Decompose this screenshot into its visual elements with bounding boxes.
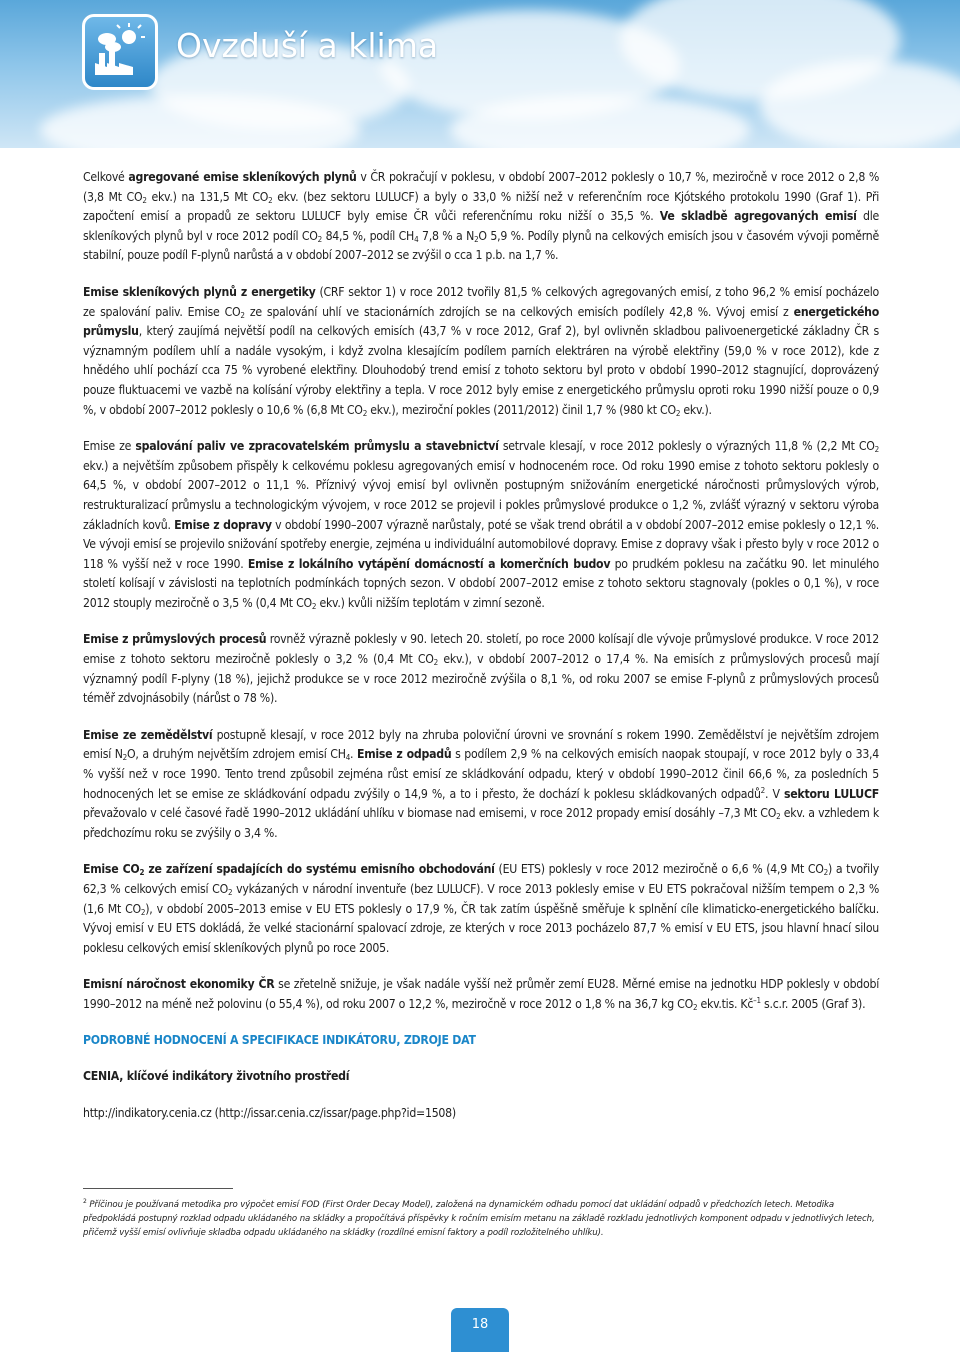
header-banner	[0, 0, 960, 148]
sources-url-link[interactable]: http://indikatory.cenia.cz (http://issar.cenia.cz/issar/page.php?id=1508)	[83, 1105, 456, 1120]
paragraph-energy: Emise skleníkových plynů z energetiky (CRF sektor 1) v roce 2012 tvořily 81,5 % celkových agregovaných emisí, z toho 96,2 % emisí pocházelo ze spalování paliv. Emise $CO_2$ ze spalování uhlí ve stacionárních zdrojích se na celkových emisích podílely 42,8 %. Vývoj emisí z energetického průmyslu, který zaujímá největší podíl na celkových emisích (43,7 % v roce 2012, Graf 2), byl ovlivněn skladbou palivoenergetické základny ČR s významným podílem uhlí a nadále vysokým, i když zvolna klesajícím podílem parních elektráren na výrobě elektřiny (59,0 % v roce 2012), kde z hnědého uhlí pochází cca 75 % vyrobené elektřiny. Dlouhodobý trend emisí z tohoto sektoru byl proto v období 1990–2012 stagnující, doprovázený pouze fluktuacemi ve vazbě na kolísání výroby elektřiny a tepla. V roce 2012 byly emise z energetického průmyslu oproti roku 1990 nižší pouze o 0,9 %, v období 2007–2012 poklesly o 10,6 % (6,8 Mt $CO_2$ ekv.), meziroční pokles (2011/2012) činil 1,7 % (980 kt $CO_2$ ekv.).	[83, 284, 880, 418]
paragraph-eu-ets: Emise $CO_2$ ze zařízení spadajících do systému emisního obchodování (EU ETS) poklesly v roce 2012 meziročně o 6,6 % (4,9 Mt $CO_2$) a tvořily 62,3 % celkových emisí $CO_2$ vykázaných v národní inventuře (bez LULUCF). V roce 2013 poklesly emise v EU ETS pokračoval nižším tempem o 2,3 % (1,6 Mt $CO_2$), v období 2005–2013 emise v EU ETS poklesly o 17,9 %, ČR tak zatím úspěšně směřuje k splnění cíle klimaticko-energetického balíčku. Vývoj emisí v EU ETS dokládá, že velké stacionární spalovací zdroje, ze kterých v roce 2013 pocházelo 87,7 % emisí v EU ETS, jsou hlavní hnací silou poklesu celkových emisí skleníkových plynů po roce 2005.	[83, 862, 879, 955]
sources-block	[83, 1031, 879, 1124]
sources-organization: CENIA, klíčové indikátory životního prostředí	[83, 1069, 350, 1084]
paragraph-agriculture-waste: Emise ze zemědělství postupně klesají, v roce 2012 byly na zhruba poloviční úrovni ve srovnání s rokem 1990. Zemědělství je největším zdrojem emisí $N_2O$, a druhým největším zdrojem emisí $CH_4$. Emise z odpadů s podílem 2,9 % na celkových emisích naopak stoupají, v roce 2012 byly o 33,4 % vyšší než v roce 1990. Tento trend způsobil zejména růst emisí ze skládkování odpadu, který v období 1990–2012 činil 66,6 %, za posledních 5 hodnocených let se emise ze skládkování odpadu zvýšily o 14,9 %, a to i přesto, že dochází k poklesu skládkovaných odpadů$^2$. V sektoru LULUCF převažovalo v celé časové řadě 1990–2012 ukládání uhlíku v biomase nad emisemi, v roce 2012 propady emisí dosáhly –7,3 Mt $CO_2$ ekv. a vzhledem k předchozímu roku se zvýšily o 3,4 %.	[83, 727, 880, 840]
paragraph-emission-intensity: Emisní náročnost ekonomiky ČR se zřetelně snižuje, je však nadále vyšší než průměr zemí EU28. Měrné emise na jednotku HDP poklesly v období 1990–2012 na méně než polovinu (o 55,4 %), od roku 2007 o 12,2 %, meziročně v roce 2012 o 1,8 % na 36,7 kg $CO_2$ ekv.tis. $Kč^{-1}$ s.c.r. 2005 (Graf 3).	[83, 977, 879, 1012]
page-title: Ovzduší a klima	[176, 26, 439, 65]
paragraph-industry-transport: Emise ze spalování paliv ve zpracovatelském průmyslu a stavebnictví setrvale klesají, v roce 2012 poklesly o výrazných 11,8 % (2,2 Mt $CO_2$ ekv.) a největším způsobem přispěly k celkovému poklesu agregovaných emisí v hodnoceném roce. Od roku 1990 emise z tohoto sektoru poklesly o 64,5 %, v období 2007–2012 o 11,1 %. Příznivý vývoj emisí byl ovlivněn postupným snižováním energetické náročnosti průmyslových výrob, restrukturalizací průmyslu a technologickým vývojem, v roce 2012 se projevil i pokles průmyslové produkce o 1,2 %, zvlášť výrazný v sektoru výroba základních kovů. Emise z dopravy v období 1990–2007 výrazně narůstaly, poté se však trend obrátil a v období 2007–2012 emise poklesly o 12,1 %. Ve vývoji emisí se projevilo snižování spotřeby energie, zejména u individuální automobilové dopravy. Emise z dopravy však i přesto byly v roce 2012 o 118 % vyšší než v roce 1990. Emise z lokálního vytápění domácností a komerčních budov po prudkém poklesu na začátku 90. let minulého století kolísají v závislosti na teplotních podmínkách topných sezon. V období 2007–2012 emise z tohoto sektoru stagnovaly (pokles o 0,1 %), v roce 2012 stouply meziročně o 3,5 % (0,4 Mt $CO_2$ ekv.) kvůli nižším teplotám v zimní sezoně.	[83, 439, 880, 611]
footnote: $^2$ Příčinou je používaná metodika pro výpočet emisí FOD (First Order Decay Model), založená na dynamickém odhadu pomocí dat ukládání odpadů v předchozích letech. Metodika předpokládá postupný rozklad odpadu ukládaného na skládky a propočítává příspěvky k ročním emisím metanu na základě rozkladu jednotlivých komponent odpadu v jednotlivých letech, přičemž vyšší emisí ovlivňuje skladba odpadu ukládaného na skládky (rozdílné emisní faktory a podíl rozložitelného uhlíku).	[83, 1198, 875, 1238]
page-number: 18	[451, 1308, 509, 1352]
paragraph-aggregated-emissions: Celkové agregované emise skleníkových plynů v ČR pokračují v poklesu, v období 2007–2012 poklesly o 10,7 %, meziročně v roce 2012 o 2,8 % (3,8 Mt $CO_2$ ekv.) na 131,5 Mt $CO_2$ ekv. (bez sektoru LULUCF) a byly o 33,0 % nižší než v referenčním roce Kjótského protokolu 1990 (Graf 1). Při započtení emisí a propadů ze sektoru LULUCF byly emise ČR vůči referenčnímu roku nižší o 35,5 %. Ve skladbě agregovaných emisí dle skleníkových plynů byl v roce 2012 podíl $CO_2$ 84,5 %, podíl $CH_4$ 7,8 % a $N_2O$ 5,9 %. Podíly plynů na celkových emisích jsou v časovém vývoji poměrně stabilní, pouze podíl F-plynů narůstá a v období 2007–2012 se zvýšil o cca 1 p.b. na 1,7 %.	[83, 170, 880, 263]
paragraph-industrial-processes: Emise z průmyslových procesů rovněž výrazně poklesly v 90. letech 20. století, po roce 2000 kolísají dle vývoje průmyslové produkce. V roce 2012 emise z tohoto sektoru meziročně poklesly o 3,2 % (0,4 Mt $CO_2$ ekv.), v období 2007–2012 o 17,4 %. Na emisích z průmyslových procesů mají významný podíl F-plyny (18 %), jejichž produkce se v roce 2012 meziročně zvýšila o 8,1 %, od roku 2007 se emise F-plynů z průmyslových procesů téměř zdvojnásobily (nárůst o 78 %).	[83, 632, 879, 706]
factory-icon	[82, 14, 158, 90]
footnote-divider	[83, 1188, 233, 1189]
sources-heading: PODROBNÉ HODNOCENÍ A SPECIFIKACE INDIKÁTORU, ZDROJE DAT	[83, 1032, 476, 1047]
article-body	[83, 168, 879, 1140]
